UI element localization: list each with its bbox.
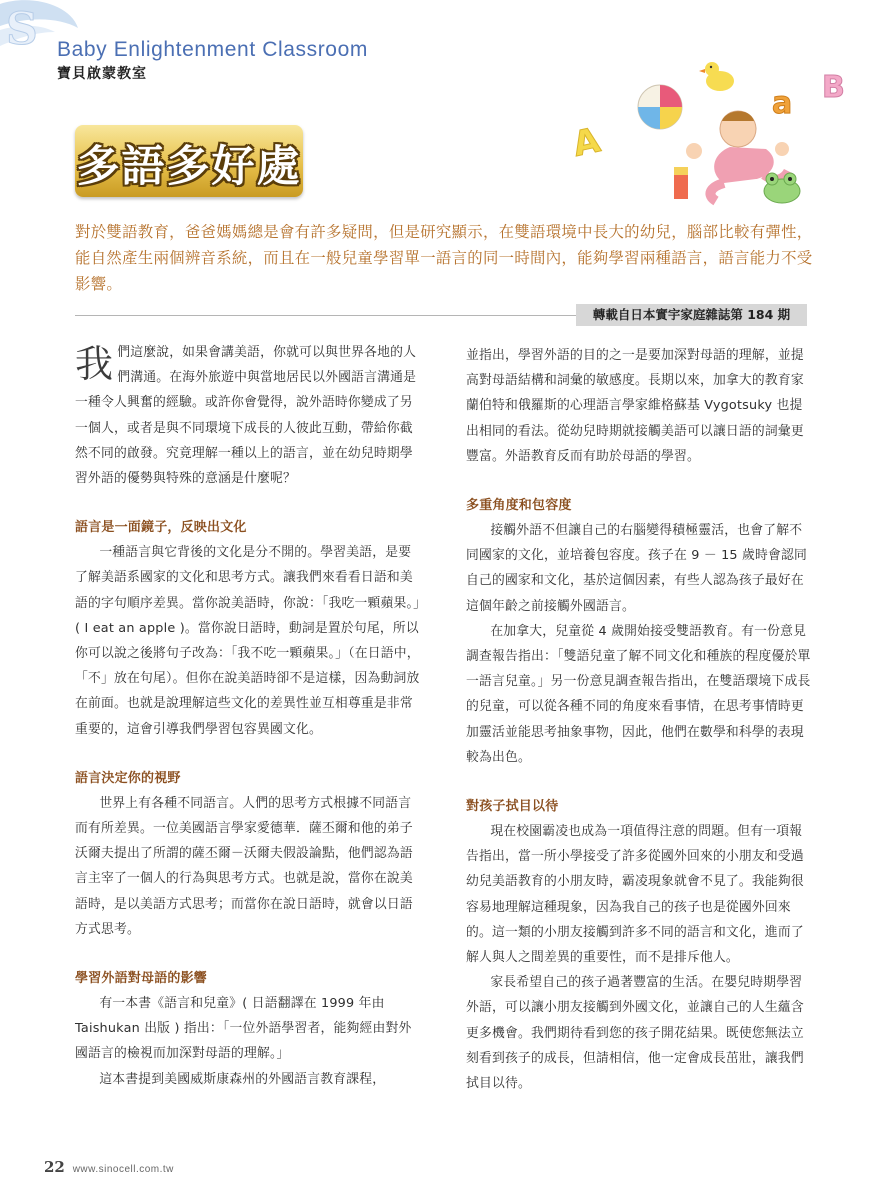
paragraph: 家長希望自己的孩子過著豐富的生活。在嬰兒時期學習外語，可以讓小朋友接觸到外國文化，並讓自己的人生蘊含更多機會。我們期待看到您的孩子開花結果。既使您無法立刻看到孩子的成長，但請相信，他一定會成長茁壯，讓我們拭目以待。 [466, 975, 804, 1092]
article-title: 多語多好處 [76, 142, 302, 192]
paragraph: 並指出，學習外語的目的之一是要加深對母語的理解，並提高對母語結構和詞彙的敏感度。長期以來，加拿大的教育家蘭伯特和俄羅斯的心理語言學家維格蘇基 Vygotsuky 也提出相同的看法。從幼兒時期就接觸美語可以讓日語的詞彙更豐富。外語教育反而有助於母語的學習。 [466, 348, 804, 464]
paragraph: 有一本書《語言和兒童》( 日語翻譯在 1999 年由 Taishukan 出版 ) 指出：「一位外語學習者，能夠經由對外國語言的檢視而加深對母語的理解。」 [75, 996, 412, 1062]
paragraph: 接觸外語不但讓自己的右腦變得積極靈活，也會了解不同國家的文化，並培養包容度。孩子在 9 － 15 歲時會認同自己的國家和文化，基於這個因素，有些人認為孩子最好在這個年齡之前接觸外國語言。 [466, 523, 808, 614]
opening-paragraph: 我們這麼說，如果會講美語，你就可以與世界各地的人們溝通。在海外旅遊中與當地居民以外國語言溝通是一種令人興奮的經驗。或許你會覺得，說外語時你變成了另一個人，或者是與不同環境下成長的人彼此互動，帶給你截然不同的啟發。究竟理解一種以上的語言，並在幼兒時期學習外語的優勢與特殊的意涵是什麼呢？ [75, 342, 417, 487]
header-s-letter: S [6, 4, 38, 55]
toy-block-icon [674, 167, 688, 199]
subheading-perspectives: 多重角度和包容度 [466, 498, 572, 514]
source-credit: 轉載自日本實宇家庭雜誌第 184 期 [576, 304, 807, 326]
paragraph: 一種語言與它背後的文化是分不開的。學習美語，是要了解美語系國家的文化和思考方式。讓我們來看看日語和美語的字句順序差異。當你說美語時，你說：「我吃一顆蘋果。」( I eat an apple )。當你說日語時，動詞是置於句尾，所以你可以說之後將句子改為：「我不吃一顆蘋果。」（在日語中，「不」放在句尾）。但你在說美語時卻不是這樣，因為動詞放在前面。也就是說理解這些文化的差異性並互相尊重是非常重要的，這會引導我們學習包容異國文化。 [75, 545, 420, 737]
paragraph: 這本書提到美國威斯康森州的外國語言教育課程， [99, 1071, 386, 1087]
subheading-mirror-culture: 語言是一面鏡子，反映出文化 [75, 520, 247, 536]
subheading-mother-tongue: 學習外語對母語的影響 [75, 971, 208, 987]
paragraph: 在加拿大，兒童從 4 歲開始接受雙語教育。有一份意見調查報告指出：「雙語兒童了解不同文化和種族的程度優於單一語言兒童。」另一份意見調查報告指出，在雙語環境下成長的兒童，可以從各種不同的角度來看事情，在思考事情時更加靈活並能思考抽象事物，因此，他們在數學和科學的表現較為出色。 [466, 623, 811, 765]
article-intro: 對於雙語教育，爸爸媽媽總是會有許多疑問，但是研究顯示，在雙語環境中長大的幼兒，腦部比較有彈性，能自然產生兩個辨音系統，而且在一般兒童學習單一語言的同一時間內，能夠學習兩種語言，語言能力不受影響。 [75, 223, 813, 293]
drop-cap: 我 [75, 342, 114, 386]
beach-ball-icon [638, 85, 682, 129]
page-footer [44, 1158, 174, 1176]
section-title-zh: 寶貝啟蒙教室 [57, 66, 147, 82]
paragraph: 現在校園霸凌也成為一項值得注意的問題。但有一項報告指出，當一所小學接受了許多從國外回來的小朋友和受過幼兒美語教育的小朋友時，霸凌現象就會不見了。我能夠很容易地理解這種現象，因為我自己的孩子也是從國外回來的。這一類的小朋友接觸到許多不同的語言和文化，進而了解人與人之間差異的重要性，而不是排斥他人。 [466, 824, 804, 966]
subheading-language-view: 語言決定你的視野 [75, 770, 181, 786]
baby-toys-illustration [560, 55, 870, 220]
letter-b-block: B [822, 70, 845, 105]
rubber-duck-icon [699, 62, 734, 91]
footer-url: www.sinocell.com.tw [72, 1164, 174, 1175]
section-title-en: Baby Enlightenment Classroom [57, 38, 368, 61]
right-column [466, 343, 812, 1096]
left-column [75, 340, 423, 1092]
letter-lower-a-block: a [772, 86, 793, 121]
source-divider [75, 315, 595, 316]
page-number: 22 [44, 1158, 65, 1176]
subheading-look-forward: 對孩子拭目以待 [466, 799, 559, 815]
letter-a-block: A [569, 120, 604, 165]
paragraph: 世界上有各種不同語言。人們的思考方式根據不同語言而有所差異。一位美國語言學家愛德華．薩丕爾和他的弟子沃爾夫提出了所謂的薩丕爾－沃爾夫假設論點，他們認為語言主宰了一個人的行為與思考方式。也就是說，當你在說美語時，是以美語方式思考；而當你在說日語時，就會以日語方式思考。 [75, 795, 413, 937]
